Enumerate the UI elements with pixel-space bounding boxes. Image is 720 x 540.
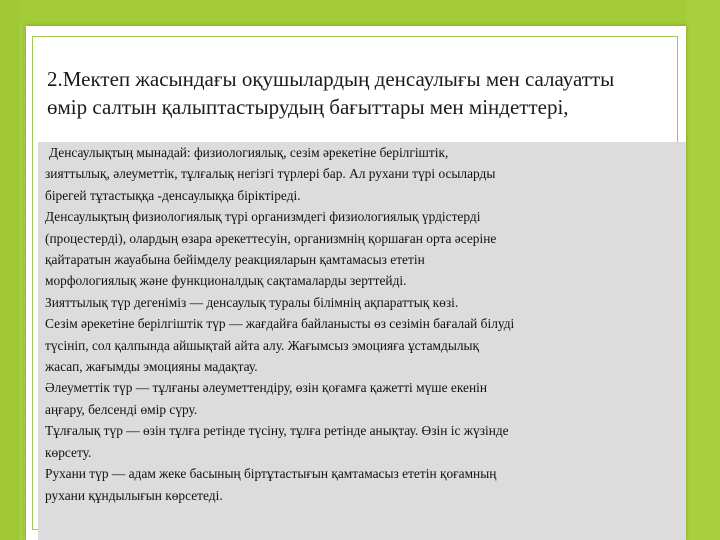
slide-card (26, 26, 686, 540)
body-line: Рухани түр — адам жеке басының біртұтастығын қамтамасыз ететін қоғамның (45, 466, 497, 482)
body-line: морфологиялық және функционалдық сақтамаларды зерттейді. (45, 273, 407, 289)
body-line: бірегей тұтастыққа -денсаулыққа біріктіреді. (45, 187, 301, 203)
body-line: Денсаулықтың мынадай: физиологиялық, сезім әрекетіне берілгіштік, (49, 145, 449, 160)
body-line: рухани құндылығын көрсетеді. (45, 487, 223, 503)
body-line: Сезім әрекетіне берілгіштік түр — жағдайға байланысты өз сезімін бағалай білуді (45, 316, 515, 332)
body-line: Әлеуметтік түр — тұлғаны әлеуметтендіру, өзін қоғамға қажетті мүше екенін (45, 380, 487, 396)
body-line: (процестерді), олардың өзара әрекеттесуін, организмнің қоршаған орта әсеріне (45, 230, 497, 246)
body-line: жасап, жағымды эмоцияны мадақтау. (45, 359, 258, 375)
top-decorative-bar (0, 0, 720, 26)
body-line: көрсету. (45, 444, 92, 460)
body-line: түсініп, сол қалпында айшықтай айта алу. Жағымсыз эмоцияға ұстамдылық (45, 337, 480, 353)
body-line: зияттылық, әлеуметтік, тұлғалық негізгі түрлері бар. Ал рухани түрі осыларды (45, 166, 496, 182)
right-decorative-strip (686, 0, 720, 540)
body-line: Зияттылық түр дегеніміз — денсаулық туралы білімнің ақпараттық көзі. (45, 294, 459, 310)
slide-title: 2.Мектеп жасындағы оқушылардың денсаулығы мен салауатты өмір салтын қалыптастырудың бағыттары мен міндеттері, (47, 67, 615, 119)
body-line: Тұлғалық түр — өзін тұлға ретінде түсіну, тұлға ретінде анықтау. Өзін іс жүзінде (45, 423, 509, 439)
body-line: қайтаратын жауабына бейімделу реакцияларын қамтамасыз ететін (45, 252, 425, 268)
body-line: аңғару, белсенді өмір сүру. (45, 401, 198, 417)
left-decorative-strip (0, 0, 20, 540)
body-line: Денсаулықтың физиологиялық түрі организмдегі физиологиялық үрдістерді (45, 209, 481, 225)
body-text-box (38, 142, 686, 540)
